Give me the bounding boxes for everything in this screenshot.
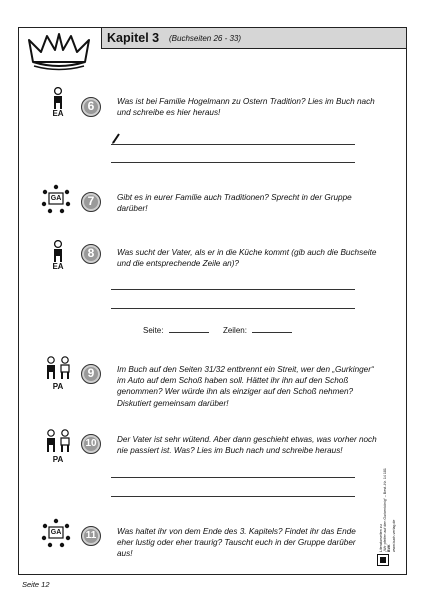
task-number-badge: 7 [81,192,101,212]
task-number-badge: 11 [81,526,101,546]
page-line-fields [143,326,292,335]
publisher-sidebar [377,468,396,572]
social-form-pa: PA [52,382,64,391]
task-text: Im Buch auf den Seiten 31/32 entbrennt ein Streit, wer den „Gurkinger“ im Auto auf dem Schoß haben soll. Hättet ihr ihn auf den Schoß genommen? Wer würde ihn als einziger auf den Schoß nehmen? Diskutiert gemeinsam darüber! [117,365,374,408]
seite-blank[interactable] [169,332,209,333]
sidebar-publisher: BVK [387,544,392,552]
sidebar-line2: „Wir pfeifen auf den Gurkenkönig“ – Best.-Nr. 14 181 [383,468,388,552]
answer-line[interactable] [111,162,355,163]
social-form-ga: GA [50,529,62,536]
worksheet-frame [18,27,407,575]
single-pupil-icon [51,87,65,109]
crown-icon [27,32,91,72]
answer-line[interactable] [111,496,355,497]
social-form-ea: EA [52,262,64,271]
publisher-logo-icon [377,554,389,566]
answer-line[interactable] [111,477,355,478]
answer-line[interactable] [111,308,355,309]
zeilen-label: Zeilen: [222,326,247,335]
answer-line[interactable] [111,289,355,290]
task-number-badge: 10 [81,434,101,454]
task-text: Was ist bei Familie Hogelmann zu Ostern Tradition? Lies im Buch nach und schreibe es hier heraus! [117,97,375,118]
pair-work-icon [45,356,71,380]
task-text: Was sucht der Vater, als er in die Küche kommt (gib auch die Buchseite und die entsprechende Zeile an)? [117,248,377,269]
zeilen-blank[interactable] [252,332,292,333]
sidebar-line1: Literaturseiten zu [379,524,383,552]
sidebar-url: www.buch-verlag.de [391,519,396,552]
task-number-badge: 9 [81,364,101,384]
chapter-pages: (Buchseiten 26 - 33) [169,33,242,43]
publisher-info [379,468,396,552]
single-pupil-icon [51,240,65,262]
task-number-badge: 6 [81,97,101,117]
task-text: Was haltet ihr von dem Ende des 3. Kapitels? Findet ihr das Ende eher lustig oder eher traurig? Tauscht euch in der Gruppe darüber aus! [117,527,356,559]
pair-work-icon [45,429,71,453]
task-text: Gibt es in eurer Familie auch Traditionen? Sprecht in der Gruppe darüber! [117,193,352,214]
social-form-pa: PA [52,455,64,464]
pencil-icon [111,132,121,144]
seite-label: Seite: [143,326,164,335]
task-number-badge: 8 [81,244,101,264]
answer-line[interactable] [111,144,355,145]
task-text: Der Vater ist sehr wütend. Aber dann geschieht etwas, was vorher noch nie passiert ist. Was? Lies im Buch nach und schreibe heraus! [117,435,377,456]
chapter-title: Kapitel 3 [107,31,160,45]
social-form-ga: GA [50,195,62,202]
social-form-ea: EA [52,109,64,118]
page-number: Seite 12 [22,580,50,589]
